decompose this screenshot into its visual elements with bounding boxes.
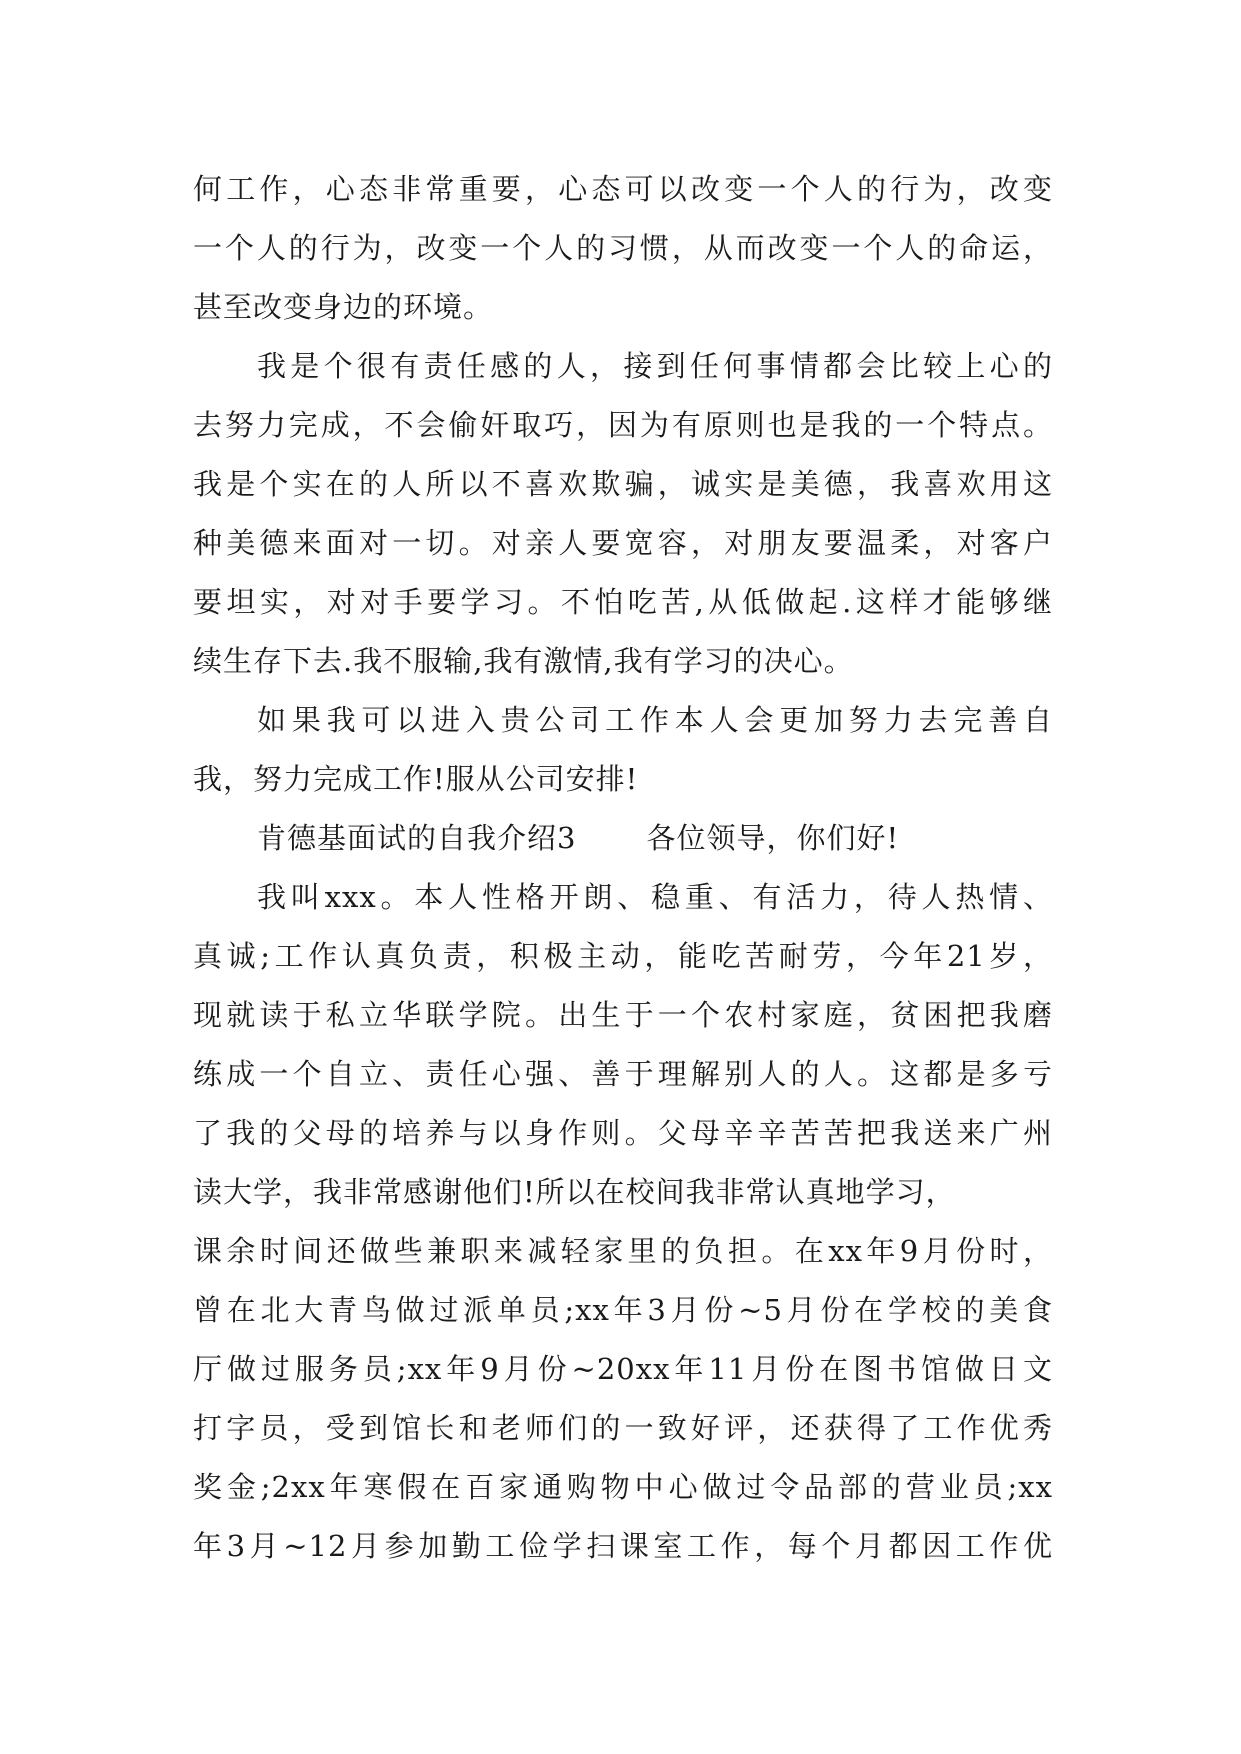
text-line: 年3月~12月参加勤工俭学扫课室工作，每个月都因工作优 [193,1529,1053,1563]
text-line: 去努力完成，不会偷奸取巧，因为有原则也是我的一个特点。 [193,408,1053,442]
text-line: 一个人的行为，改变一个人的习惯，从而改变一个人的命运， [193,231,1053,265]
text-line: 真诚;工作认真负责，积极主动，能吃苦耐劳，今年21岁， [193,939,1053,973]
section-heading-title: 肯德基面试的自我介绍3 [257,821,577,855]
text-line: 练成一个自立、责任心强、善于理解别人的人。这都是多亏 [193,1057,1053,1091]
text-line: 课余时间还做些兼职来减轻家里的负担。在xx年9月份时， [193,1234,1053,1268]
text-line: 种美德来面对一切。对亲人要宽容，对朋友要温柔，对客户 [193,526,1053,560]
text-line: 甚至改变身边的环境。 [193,290,494,324]
text-line: 了我的父母的培养与以身作则。父母辛辛苦苦把我送来广州 [193,1116,1053,1150]
section-heading-line [193,809,1053,868]
text-line: 我叫xxx。本人性格开朗、稳重、有活力，待人热情、 [257,880,1053,914]
greeting-text: 各位领导，你们好! [646,821,900,855]
text-line: 我，努力完成工作!服从公司安排! [193,762,639,796]
text-line: 如果我可以进入贵公司工作本人会更加努力去完善自 [257,703,1053,737]
text-line: 续生存下去.我不服输,我有激情,我有学习的决心。 [193,644,854,678]
paragraph-block-1 [193,160,1053,809]
document-body [193,160,1053,1576]
text-line: 曾在北大青鸟做过派单员;xx年3月份~5月份在学校的美食 [193,1293,1053,1327]
text-line: 何工作，心态非常重要，心态可以改变一个人的行为，改变 [193,172,1053,206]
text-line: 我是个实在的人所以不喜欢欺骗，诚实是美德，我喜欢用这 [193,467,1053,501]
text-line: 要坦实，对对手要学习。不怕吃苦,从低做起.这样才能够继 [193,585,1053,619]
text-line: 现就读于私立华联学院。出生于一个农村家庭，贫困把我磨 [193,998,1053,1032]
text-line: 打字员，受到馆长和老师们的一致好评，还获得了工作优秀 [193,1411,1053,1445]
paragraph-block-2 [193,868,1053,1576]
text-line: 奖金;2xx年寒假在百家通购物中心做过令品部的营业员;xx [193,1470,1053,1504]
text-line: 我是个很有责任感的人，接到任何事情都会比较上心的 [257,349,1053,383]
text-line: 读大学，我非常感谢他们!所以在校间我非常认真地学习， [193,1175,956,1209]
text-line: 厅做过服务员;xx年9月份~20xx年11月份在图书馆做日文 [193,1352,1053,1386]
